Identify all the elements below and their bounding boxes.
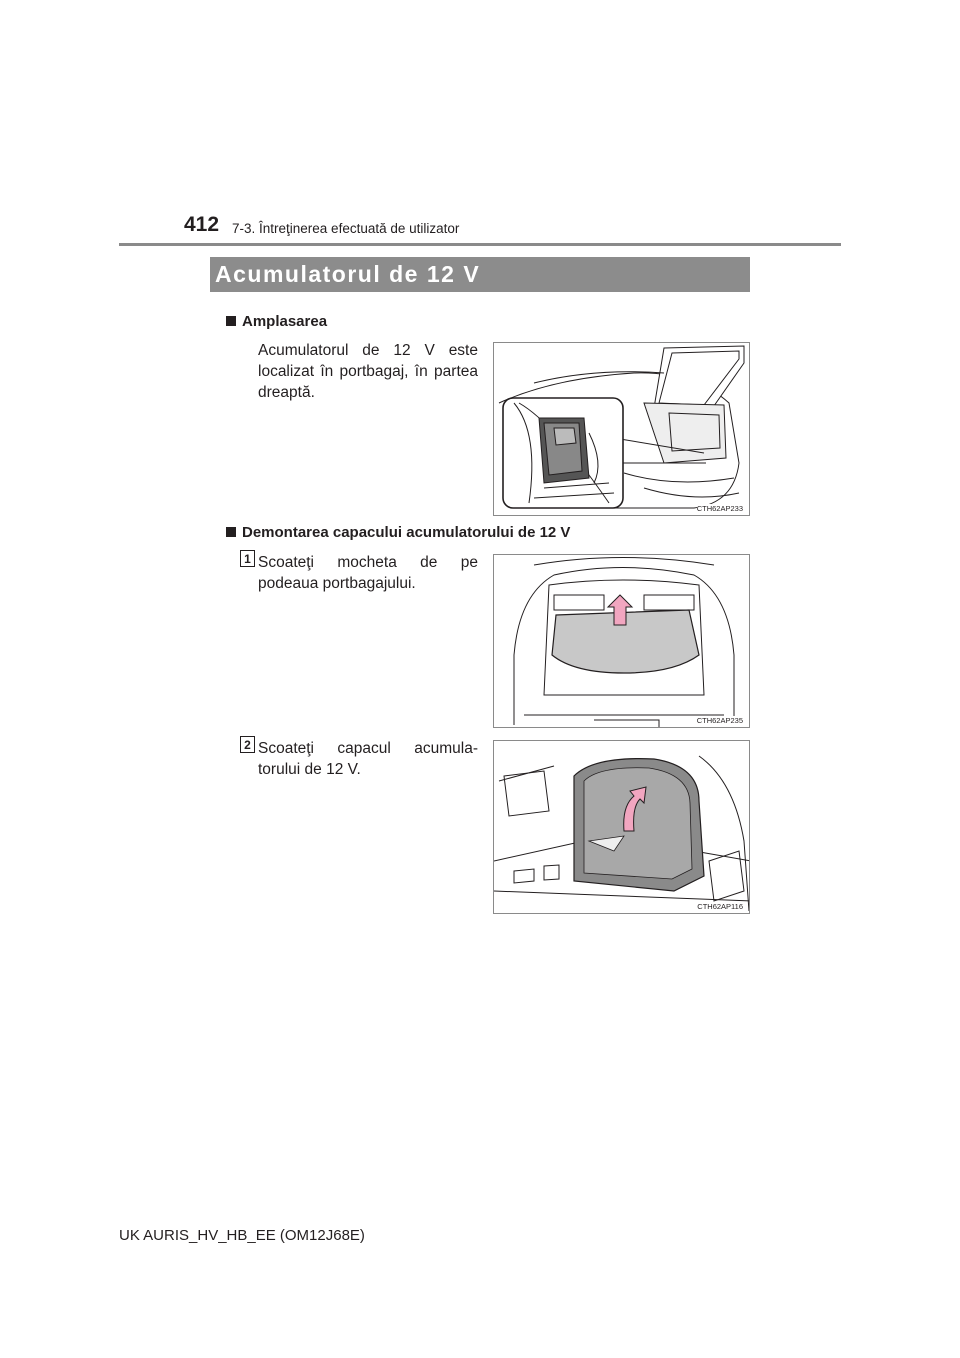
figure-code: CTH62AP233	[696, 504, 743, 513]
figure-battery-location	[493, 342, 750, 516]
header-rule	[119, 243, 841, 246]
car-trunk-illustration	[494, 343, 750, 516]
page-title: Acumulatorul de 12 V	[215, 261, 481, 287]
trunk-mat-illustration	[494, 555, 750, 728]
square-bullet-icon	[226, 316, 236, 326]
section-heading-cover-removal: Demontarea capacului acumulatorului de 12 V	[226, 524, 570, 541]
step-number-badge: 2	[240, 736, 255, 753]
figure-trunk-mat	[493, 554, 750, 728]
location-text: Acumulatorul de 12 V este localizat în portbagaj, în partea dreaptă.	[258, 342, 478, 401]
section-heading-location: Amplasarea	[226, 313, 327, 330]
figure-battery-cover	[493, 740, 750, 914]
step-number-badge: 1	[240, 550, 255, 567]
battery-cover-illustration	[494, 741, 750, 914]
step-2-text: Scoateţi capacul acumula-torului de 12 V.	[258, 740, 478, 778]
square-bullet-icon	[226, 527, 236, 537]
figure-code: CTH62AP116	[697, 902, 743, 911]
section-path: 7-3. Întreţinerea efectuată de utilizator	[232, 221, 460, 236]
step-1-text: Scoateţi mocheta de pe podeaua portbagajului.	[258, 554, 478, 592]
figure-code: CTH62AP235	[696, 716, 743, 725]
footer-model-code: UK AURIS_HV_HB_EE (OM12J68E)	[119, 1227, 365, 1244]
page-number: 412	[184, 213, 220, 236]
title-bar	[210, 257, 750, 292]
